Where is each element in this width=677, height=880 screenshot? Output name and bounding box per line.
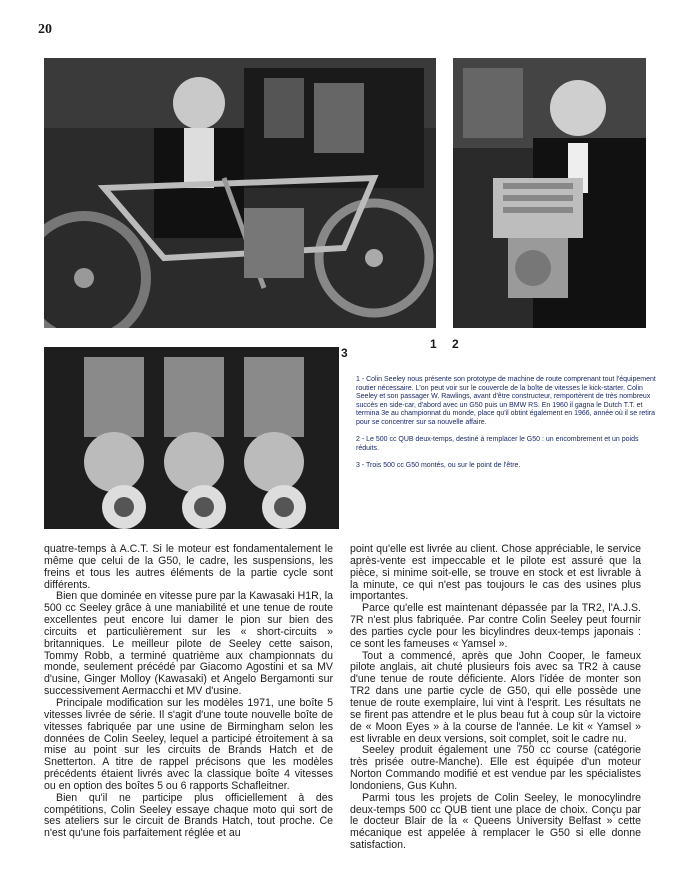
paragraph: point qu'elle est livrée au client. Chose appréciable, le service après-vente est impeccable et le pilote est assuré que la pièce, si minime soit-elle, se trouve en stock et est livrable à la minute, ce qui n'est pas toujours le cas des usines plus importantes. [350, 543, 641, 603]
paragraph: Principale modification sur les modèles 1971, une boîte 5 vitesses livrée de série. Il s'agit d'une toute nouvelle boîte de vitesses fabriquée par une usine de Birmingham selon les données de Colin Seeley, lequel a participé étroitement à sa mise au point sur les circuits de Brands Hatch et de Snetterton. A titre de rappel précisons que les modèles précédents étaient livrés avec la classique boîte 4 vitesses ou en option des boîtes 5 ou 6 rapports Schafleitner. [44, 696, 333, 792]
caption-2: 2 - Le 500 cc QUB deux-temps, destiné à remplacer le G50 : un encombrement et un poids réduits. [356, 436, 639, 452]
paragraph: quatre-temps à A.C.T. Si le moteur est fondamentalement le même que celui de la G50, le cadre, les suspensions, les freins et tous les autres éléments de la partie cycle sont différents. [44, 543, 333, 591]
figure-number-3: 3 [341, 346, 348, 360]
paragraph: Seeley produit également une 750 cc course (catégorie très prisée outre-Manche). Elle est équipée d'un moteur Norton Commando modifié et est vendue par les spécialistes londoniens, Gus Kuhn. [350, 744, 641, 792]
caption-1: 1 - Colin Seeley nous présente son prototype de machine de route comprenant tout l'équipement routier nécessaire. L'on peut voir sur le couvercle de la boîte de vitesses le kick-starter. Colin Seeley et son passager W. Rawlings, avant d'être constructeur, remportèrent de très nombreux succès en side-car, d'abord avec un G50 puis un BMW RS. En 1960 il gagna le Dutch T.T. et termina 3e au championnat du monde, place qu'il obtint également en 1966, année où il se retira pour se concentrer sur sa nouvelle affaire. [356, 376, 656, 426]
figure-number-1: 1 [430, 337, 437, 351]
figure-captions [356, 376, 656, 480]
figure-number-2: 2 [452, 337, 459, 351]
paragraph: Parmi tous les projets de Colin Seeley, le monocylindre deux-temps 500 cc QUB tient une place de choix. Conçu par le docteur Blair de la « Queens University Belfast » cette mécanique est appelée à remplacer le G50 si elle donne satisfaction. [350, 791, 641, 852]
article-column-1 [44, 544, 333, 840]
paragraph: Tout a commencé, après que John Cooper, le fameux pilote anglais, ait chuté plusieurs fois avec sa TR2 à cause d'une tenue de route déficiente. Alors l'idée de monter son TR2 dans une partie cycle de G50, qui elle possède une tenue de route exemplaire, lui vint à l'esprit. Les résultats ne se firent pas attendre et le plus beau fut à coup sûr la victoire de « Moon Eyes » à la course de l'année. Le kit « Yamsel » est livrable en deux versions, soit complet, soit le cadre nu. [350, 649, 641, 745]
photo-3-three-g50-engines [44, 347, 339, 529]
paragraph: Parce qu'elle est maintenant dépassée par la TR2, l'A.J.S. 7R n'est plus fabriquée. Par contre Colin Seeley peut fournir des parties cycle pour les bicylindres deux-temps japonais : ce sont les fameuses « Yamsel ». [350, 602, 641, 650]
caption-3: 3 - Trois 500 cc G50 montés, ou sur le point de l'être. [356, 462, 521, 469]
page-number: 20 [38, 22, 52, 37]
photo-1-seeley-prototype [44, 58, 436, 328]
paragraph: Bien qu'il ne participe plus officiellement à des compétitions, Colin Seeley essaye chaque moto qui sort de ses ateliers sur le circuit de Brands Hatch, tout proche. Ce n'est qu'une fois parfaitement réglée et au [44, 791, 333, 840]
article-column-2 [350, 544, 641, 852]
paragraph: Bien que dominée en vitesse pure par la Kawasaki H1R, la 500 cc Seeley grâce à une maniabilité et une tenue de route excellentes peut encore lui damer le pion sur bien des circuits et particulièrement sur les « short-circuits » britanniques. Le meilleur pilote de Seeley cette saison, Tommy Robb, a terminé quatrième aux championnats du monde, seulement précédé par Giacomo Agostini et sa MV d'usine, Ginger Molloy (Kawasaki) et Angelo Bergamonti sur successivement Aermacchi et MV d'usine. [44, 590, 333, 698]
photo-2-qub-engine [453, 58, 646, 328]
